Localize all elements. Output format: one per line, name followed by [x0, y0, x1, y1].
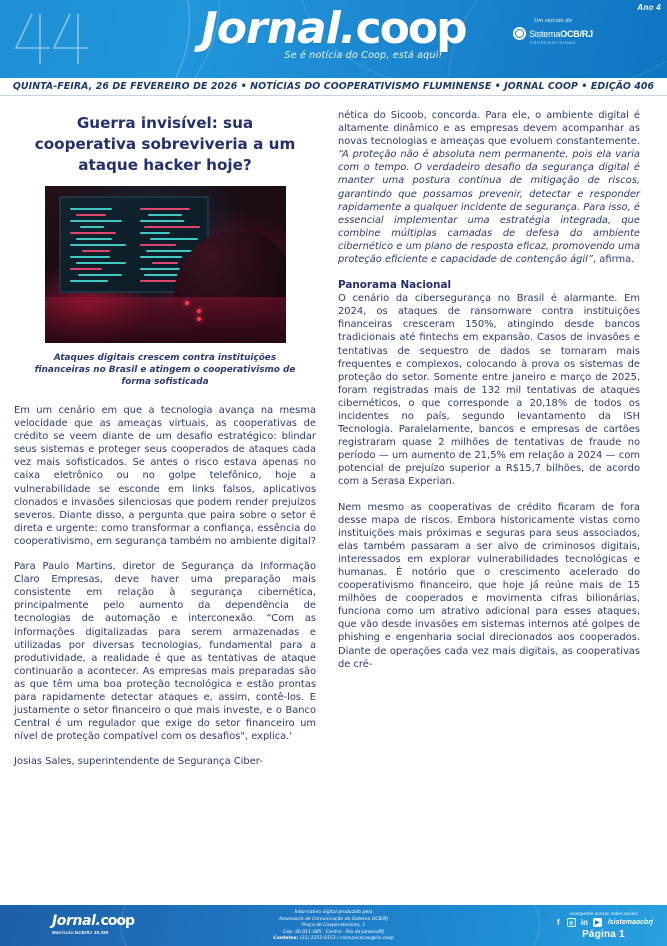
- footer-info-line: Informativo digital produzido pela: [294, 910, 373, 915]
- date-edition-bar: [0, 78, 667, 96]
- footer-social: [554, 911, 653, 940]
- photo-led-indicator: [185, 301, 189, 305]
- paragraph: Josias Sales, superintendente de Segurança Ciber-: [14, 756, 263, 768]
- footer-logo-registration: Matrícula MCB/RJ 38.389: [52, 930, 109, 935]
- paragraph: Para Paulo Martins, diretor de Segurança da Informação Claro Empresas, deve haver uma preparação mais consistente em relação à segurança cibernética, principalmente pelo aumento da dependência de tecnologias de automação e interconexão. “Com as informações digitalizadas para serem armazenadas e utilizadas por diversas tecnologias, fundamental para a produtividade, a realidade é que as tentativas de ataque continuarão a acontecer. As empresas mais preparadas são as que têm uma boa proteção tecnológica e estão prontas para rapidamente detectar ataques e, assim, contê-los. E justamente o setor financeiro o que mais investe, e o Banco Central é um regulador que exige do setor financeiro um nível de proteção compatível com os desafios", explica.': [14, 561, 316, 743]
- photo-desk-glow: [45, 297, 286, 343]
- masthead-tagline: Se é notícia do Coop, está aqui!: [284, 50, 443, 61]
- ocb-badge-subtitle: COOPERATIVISMO: [529, 41, 577, 45]
- year-label: Ano 4: [637, 3, 661, 12]
- paragraph: O cenário da cibersegurança no Brasil é alarmante. Em 2024, os ataques de ransomware contra instituições financeiras cresceram 150%, atingindo desde bancos tradicionais até fintechs em expansão. Casos de invasões e tentativas de sequestro de dados se tornaram mais frequentes e complexos, colocando à prova os sistemas de proteção do setor. Somente entre janeiro e março de 2025, foram registradas mais de 132 mil tentativas de ataques cibernéticos, o que corresponde a 20,18% de todos os incidentes no país, segundo levantamento da ISH Tecnologia. Paralelamente, bancos e empresas de cartões registraram quase 2 milhões de tentativas de fraude no período — um aumento de 21,5% em relação a 2024 — com potencial de prejuízo superior a R$15,7 bilhões, de acordo com a Serasa Experian.: [338, 293, 640, 488]
- paragraph: Em um cenário em que a tecnologia avança na mesma velocidade que as ameaças virtuais, as cooperativas de crédito se veem diante de um desafio estratégico: blindar seus sistemas e proteger seus cooperados de ataques cada vez mais sofisticados. Se antes o risco estava apenas no caixa eletrônico ou no golpe telefônico, hoje a vulnerabilidade se esconde em links falsos, aplicativos clonados e invasões silenciosas que podem render prejuízos severos. Diante disso, a pergunta que paira sobre o setor é direta e urgente: como transformar a confiança, essência do cooperativismo, em segurança também no ambiente digital?: [14, 405, 316, 547]
- date-edition-text: QUINTA-FEIRA, 26 DE FEVEREIRO DE 2026 • NOTÍCIAS DO COOPERATIVISMO FLUMINENSE • JORNAL COOP • EDIÇÃO 406: [12, 81, 655, 92]
- page-title: Guerra invisível: sua cooperativa sobreviveria a um ataque hacker hoje?: [34, 114, 296, 174]
- paragraph-with-quote: [338, 109, 640, 266]
- footer-social-handle[interactable]: /sistemaocbrj: [607, 919, 653, 926]
- ocb-badge-prefix: Um veículo do: [534, 18, 572, 24]
- footer-contact-value: (21) 2252-0153 / comunicacao@rio.coop: [298, 936, 394, 942]
- pull-quote: “A proteção não é absoluta nem permanente, pois ela varia com o tempo. O verdadeiro desafio da segurança digital é manter uma postura contínua de mitigação de riscos, garantindo que possamos prevenir, detectar e responder rapidamente a qualquer incidente de segurança. Para isso, é essencial implementar uma estratégia integrada, que combine múltiplas camadas de defesa do ambiente cibernético e um plano de resposta eficaz, promovendo uma proteção eficiente e capacidade de contenção ágil”: [338, 149, 640, 266]
- footer-social-label: Acompanhe nossas redes sociais: [569, 911, 638, 916]
- footer-contact-label: Contatos:: [273, 936, 299, 942]
- left-column: [14, 107, 316, 905]
- ocb-name-sistema: Sistema: [529, 28, 561, 39]
- youtube-icon[interactable]: ▶: [593, 918, 602, 927]
- photo-led-indicator: [197, 309, 201, 313]
- facebook-icon[interactable]: f: [557, 918, 560, 927]
- footer-logo-jornal: Jornal.: [52, 913, 101, 929]
- footer-info-line: Assessoria de Comunicação do Sistema OCB/RJ: [279, 916, 388, 922]
- linkedin-icon[interactable]: in: [580, 918, 588, 927]
- ocb-name-ocbrj: OCB/RJ: [560, 28, 593, 39]
- photo-code-pane-left: [66, 203, 132, 286]
- footer-info-line: Cep: 20.011-005 - Centro - Rio de Janeiro/RJ: [283, 929, 384, 935]
- masthead-logo-jornal: Jornal.: [201, 3, 356, 54]
- quote-attribution: , afirma.: [593, 254, 635, 266]
- section-subhead: Panorama Nacional: [338, 279, 452, 292]
- right-column: [338, 107, 640, 905]
- masthead-logo-coop: coop: [355, 3, 466, 54]
- quote-lead-in: nética do Sicoob, concorda. Para ele, o ambiente digital é altamente dinâmico e as empresas devem acompanhar as novas tecnologias e ameaças que evoluem constantemente.: [338, 110, 640, 148]
- ocb-seal-icon: [513, 27, 526, 40]
- page-number: Página 1: [582, 929, 625, 940]
- ocb-rj-badge: [513, 18, 593, 45]
- instagram-icon[interactable]: ◎: [567, 918, 576, 927]
- article-body: [0, 97, 667, 905]
- photo-caption: Ataques digitais crescem contra instituições financeiras no Brasil e atingem o cooperativismo de forma sofisticada: [34, 353, 296, 387]
- paragraph: Nem mesmo as cooperativas de crédito ficaram de fora desse mapa de riscos. Embora historicamente vistas como instituições mais próximas e seguras para seus associados, elas também passaram a ser alvo de criminosos digitais, interessados em explorar vulnerabilidades tecnológicas e humanas. É notório que o crescimento acelerado do cooperativismo financeiro, que hoje já reúne mais de 15 milhões de cooperados e movimenta cifras bilionárias, funciona como um atrativo adicional para esses ataques, que vão desde invasões em sistemas internos até golpes de phishing e engenharia social direcionados aos cooperados. Diante de operações cada vez mais digitais, as cooperativas de cré-: [338, 501, 640, 670]
- article-photo: [45, 186, 286, 343]
- footer-logo-coop: coop: [100, 913, 135, 929]
- masthead: [0, 0, 667, 78]
- photo-led-indicator: [197, 317, 201, 321]
- footer-info-line: Praça do Cooperativismo, 1: [301, 923, 366, 929]
- page-footer: [0, 905, 667, 946]
